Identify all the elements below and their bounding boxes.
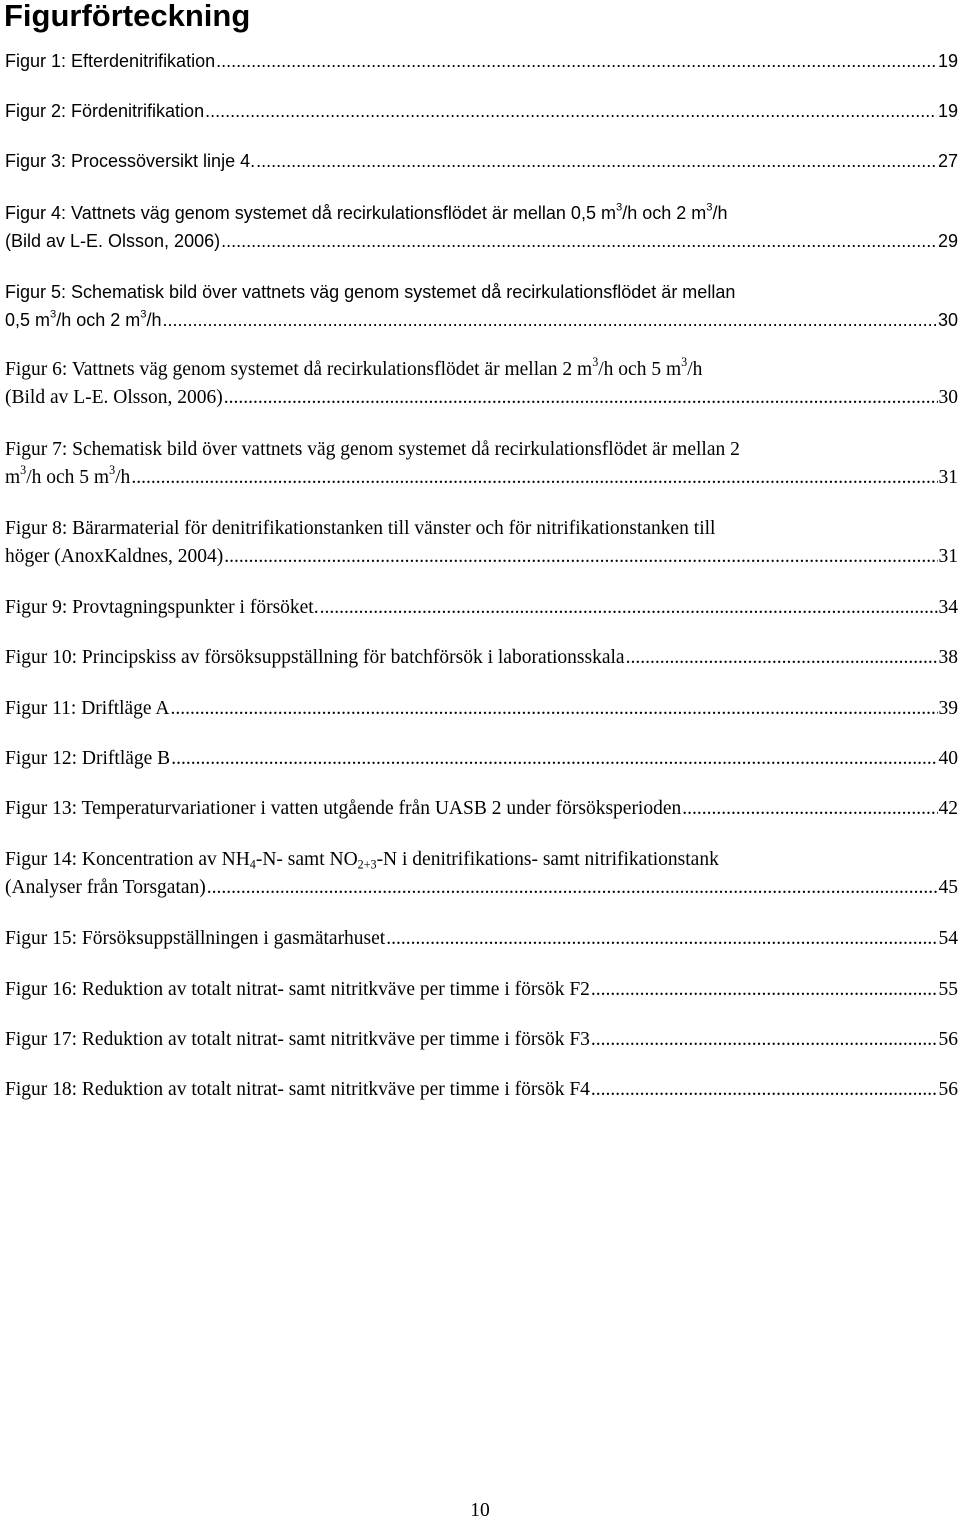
dot-leader: [386, 925, 937, 953]
dot-leader: [591, 976, 938, 1004]
toc-entry-page: 56: [938, 1029, 958, 1050]
dot-leader: [256, 147, 937, 175]
toc-entry[interactable]: [5, 1026, 958, 1054]
toc-entry[interactable]: [5, 925, 958, 953]
dot-leader: [224, 543, 937, 571]
toc-entry-page: 54: [938, 928, 958, 949]
toc-entry-text: Figur 1: Efterdenitrifikation: [5, 51, 216, 71]
toc-entry[interactable]: [5, 1076, 958, 1104]
toc-entry-page: 34: [938, 597, 958, 618]
toc-entry-page: 45: [938, 877, 958, 898]
toc-entry-text: Figur 13: Temperaturvariationer i vatten utgående från UASB 2 under försöksperioden: [5, 798, 682, 819]
toc-entry-text: Figur 9: Provtagningspunkter i försöket.: [5, 597, 319, 618]
toc-entry[interactable]: [5, 47, 958, 75]
dot-leader: [591, 1076, 938, 1104]
dot-leader: [224, 384, 938, 412]
toc-entry-page: 40: [938, 748, 958, 769]
dot-leader: [320, 594, 938, 622]
toc-entry[interactable]: [5, 356, 958, 412]
toc-entry[interactable]: [5, 515, 958, 571]
dot-leader: [682, 795, 937, 823]
toc-entry-text: Figur 14: Koncentration av $NH_4-N-$ samt $NO_{2+3}-N$ i denitrifikations- samt nitrifikationstank: [5, 849, 719, 872]
toc-entry-text: Figur 12: Driftläge B: [5, 748, 171, 769]
toc-entry[interactable]: [5, 644, 958, 672]
toc-entry-text: Figur 5: Schematisk bild över vattnets väg genom systemet då recirkulationsflödet är mellan: [5, 282, 736, 302]
toc-entry[interactable]: [5, 436, 958, 492]
page-number: 10: [470, 1500, 490, 1521]
toc-entry-text: Figur 17: Reduktion av totalt nitrat- samt nitritkväve per timme i försök F3: [5, 1029, 590, 1050]
toc-entry-text: Figur 3: Processöversikt linje 4.: [5, 151, 256, 171]
toc-entry[interactable]: [5, 795, 958, 823]
toc-entry[interactable]: [5, 278, 958, 334]
toc-entry-text: Figur 7: Schematisk bild över vattnets väg genom systemet då recirkulationsflödet är mellan 2: [5, 439, 740, 460]
toc-entry-text-cont: höger (AnoxKaldnes, 2004): [5, 546, 224, 567]
toc-entry-text-cont: (Analyser från Torsgatan): [5, 877, 206, 898]
toc-entry-page: 39: [938, 698, 958, 719]
toc-entry-text: Figur 11: Driftläge A: [5, 698, 170, 719]
dot-leader: [131, 464, 937, 492]
page-title: Figurförteckning: [4, 0, 251, 33]
dot-leader: [591, 1026, 938, 1054]
dot-leader: [207, 874, 938, 902]
toc-entry-page: 42: [938, 798, 958, 819]
toc-entry-page: 38: [938, 647, 958, 668]
toc-entry[interactable]: [5, 594, 958, 622]
toc-entry-page: 31: [938, 467, 958, 488]
toc-entry-text: Figur 18: Reduktion av totalt nitrat- samt nitritkväve per timme i försök F4: [5, 1079, 590, 1100]
toc-entry-text: Figur 16: Reduktion av totalt nitrat- samt nitritkväve per timme i försök F2: [5, 979, 590, 1000]
toc-entry-page: 30: [938, 387, 958, 408]
toc-entry[interactable]: [5, 695, 958, 723]
toc-entry-page: 55: [938, 979, 958, 1000]
dot-leader: [163, 306, 937, 334]
dot-leader: [216, 47, 937, 75]
dot-leader: [221, 227, 937, 255]
toc-entry-page: 27: [937, 151, 958, 171]
toc-entry-text: Figur 6: Vattnets väg genom systemet då recirkulationsflödet är mellan 2 $m^3/h$ och 5 $m^3/h$: [5, 354, 703, 380]
toc-entry-text: Figur 15: Försöksuppställningen i gasmätarhuset: [5, 928, 386, 949]
toc-entry-page: 56: [938, 1079, 958, 1100]
toc-entry-text: Figur 4: Vattnets väg genom systemet då recirkulationsflödet är mellan 0,5 $m^3/h$ och 2 $m^3/h$: [5, 201, 728, 223]
toc-entry-text: Figur 10: Principskiss av försöksuppställning för batchförsök i laborationsskala: [5, 647, 625, 668]
toc-entry[interactable]: [5, 976, 958, 1004]
toc-entry-text-cont: $m^3/h$ och 5 $m^3/h$: [5, 462, 131, 488]
toc-entry-text-cont: 0,5 $m^3/h$ och 2 $m^3/h$: [5, 308, 162, 330]
toc-entry[interactable]: [5, 199, 958, 255]
toc-entry-text: Figur 8: Bärarmaterial för denitrifikationstanken till vänster och för nitrifikationstanken till: [5, 518, 716, 539]
dot-leader: [626, 644, 938, 672]
toc-entry-page: 19: [937, 51, 958, 71]
toc-entry-page: 31: [938, 546, 958, 567]
toc-entry-page: 30: [937, 310, 958, 330]
toc-entry-text-cont: (Bild av L-E. Olsson, 2006): [5, 231, 221, 251]
toc-entry[interactable]: [5, 147, 958, 175]
toc-entry[interactable]: [5, 745, 958, 773]
dot-leader: [171, 745, 937, 773]
toc-entry-page: 29: [937, 231, 958, 251]
toc-entry-text-cont: (Bild av L-E. Olsson, 2006): [5, 387, 223, 408]
toc-entry[interactable]: [5, 846, 958, 902]
toc-entry[interactable]: [5, 97, 958, 125]
toc-entry-text: Figur 2: Fördenitrifikation: [5, 101, 205, 121]
dot-leader: [205, 97, 937, 125]
toc-entry-page: 19: [937, 101, 958, 121]
dot-leader: [170, 695, 937, 723]
